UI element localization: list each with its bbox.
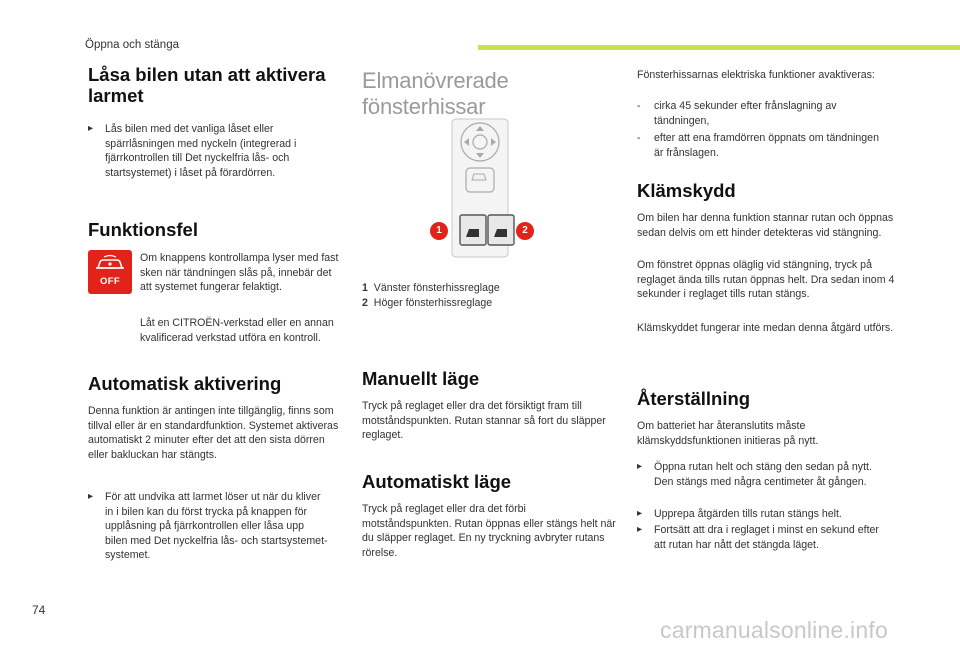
figure-legend — [362, 281, 618, 310]
running-header: Öppna och stänga — [85, 39, 179, 51]
pinch-text-2: Om fönstret öppnas oläglig vid stängning, tryck på reglaget ända tills rutan öppnas helt. Dra sedan inom 4 sekunder i reglaget tills rutan stängs. — [637, 259, 895, 301]
arrow-bullet-icon: ▸ — [637, 524, 643, 535]
reset-text: Om batteriet har återanslutits måste klämskyddsfunktionen initieras på nytt. — [637, 420, 819, 447]
auto-activation-text: Denna funktion är antingen inte tillgänglig, finns som tillval eller är en standardfunktion. Systemet aktiveras automatiskt 2 minuter efter det att den sista dörren eller bakluckan har stängts. — [88, 405, 339, 461]
reset-bullet: ▸ Upprepa åtgärden tills rutan stängs helt. — [637, 508, 842, 520]
pinch-heading: Klämskydd — [637, 180, 736, 201]
fault-text-1: Om knappens kontrollampa lyser med fast sken när tändningen slås på, innebär det att systemet fungerar felaktigt. — [140, 252, 339, 294]
header-accent-bar — [478, 45, 960, 50]
arrow-bullet-icon: ▸ — [88, 491, 94, 502]
car-alarm-icon — [94, 254, 126, 274]
page-number: 74 — [32, 603, 46, 617]
off-label: OFF — [100, 276, 120, 287]
callout-1: 1 — [436, 225, 442, 236]
reset-bullet: ▸ Fortsätt att dra i reglaget i minst en sekund efter att rutan har nått det stängda läget. — [637, 524, 879, 551]
manual-heading: Manuellt läge — [362, 368, 480, 389]
automatic-text: Tryck på reglaget eller dra det förbi motståndspunkten. Rutan öppnas eller stängs helt när du släpper reglaget. En ny tryckning avbryter rutans rörelse. — [362, 503, 616, 559]
auto-activation-bullet: ▸ För att undvika att larmet löser ut när du kliver in i bilen kan du först trycka på knappen för upplåsning på fjärrkontrollen eller låsa upp bilen med Det nyckelfria lås- och startsystemet-systemet. — [88, 491, 328, 562]
fault-heading: Funktionsfel — [88, 219, 198, 240]
windows-title: Elmanövrerade fönsterhissar — [362, 68, 509, 119]
arrow-bullet-icon: ▸ — [88, 123, 94, 134]
reset-bullet: ▸ Öppna rutan helt och stäng den sedan på nytt. Den stängs med några centimeter åt gången. — [637, 461, 872, 488]
auto-activation-heading: Automatisk aktivering — [88, 373, 282, 394]
lock-heading: Låsa bilen utan att aktivera larmet — [88, 64, 326, 106]
callout-2: 2 — [522, 225, 528, 236]
deactivation-item: - efter att ena framdörren öppnats om tändningen är frånslagen. — [637, 132, 879, 159]
lock-bullet: ▸ Lås bilen med det vanliga låset eller spärrlåsningen med nyckeln (integrerad i fjärrkontrollen till Det nyckelfria lås- och startsystemet) i låset på förardörren. — [88, 123, 297, 179]
arrow-bullet-icon: ▸ — [637, 508, 643, 519]
manual-text: Tryck på reglaget eller dra det försiktigt fram till motståndspunkten. Rutan stannar så fort du släpper reglaget. — [362, 400, 606, 442]
reset-heading: Återställning — [637, 388, 751, 409]
automatic-heading: Automatiskt läge — [362, 471, 512, 492]
alarm-off-icon — [88, 250, 132, 294]
pinch-text-3: Klämskyddet fungerar inte medan denna åtgärd utförs. — [637, 322, 894, 334]
deactivation-item: - cirka 45 sekunder efter frånslagning av tändningen, — [637, 100, 837, 127]
deactivation-intro: Fönsterhissarnas elektriska funktioner avaktiveras: — [637, 69, 875, 81]
fault-text-2: Låt en CITROËN-verkstad eller en annan kvalificerad verkstad utföra en kontroll. — [140, 317, 334, 344]
pinch-text-1: Om bilen har denna funktion stannar rutan och öppnas sedan delvis om ett hinder detekteras vid stängning. — [637, 212, 894, 239]
legend-item: 2 Höger fönsterhissreglage — [362, 296, 493, 309]
legend-item: 1 Vänster fönsterhissreglage — [362, 282, 500, 294]
watermark: carmanualsonline.info — [660, 617, 888, 643]
arrow-bullet-icon: ▸ — [637, 461, 643, 472]
